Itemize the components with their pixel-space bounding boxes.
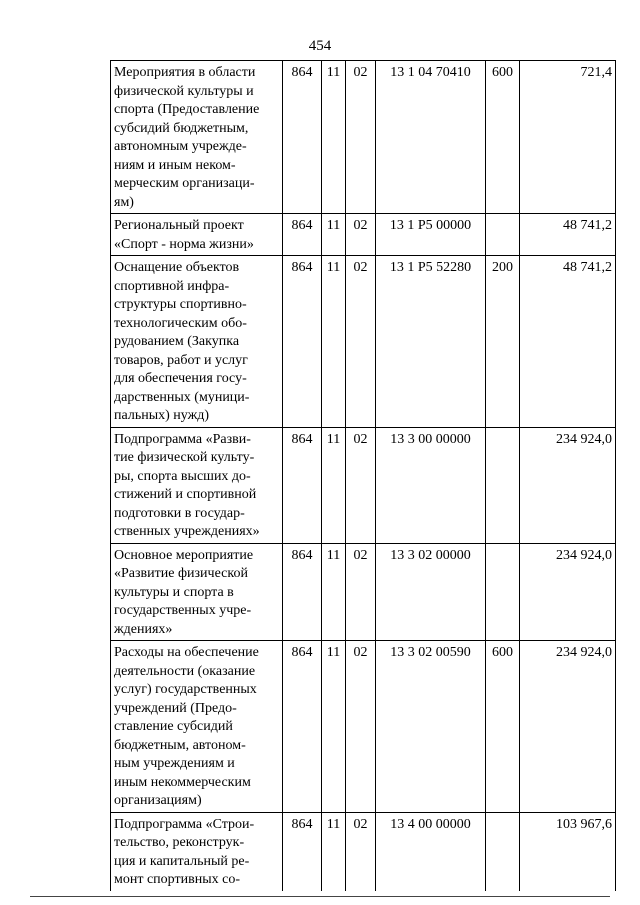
ministry-code: 864	[283, 214, 322, 256]
row-name: Мероприятия в области физической культуры и спорта (Предоставление субсидий бюджетным, автономным учрежде- ниям и иным неком- мерческим организаци- ям)	[111, 61, 283, 214]
subsection-code: 02	[346, 256, 376, 428]
table-row	[111, 641, 616, 813]
row-name: Региональный проект «Спорт - норма жизни»	[111, 214, 283, 256]
table-row	[111, 543, 616, 641]
target-article-code: 13 4 00 00000	[376, 812, 486, 891]
subsection-code: 02	[346, 543, 376, 641]
target-article-code: 13 1 04 70410	[376, 61, 486, 214]
amount: 103 967,6	[520, 812, 616, 891]
subsection-code: 02	[346, 812, 376, 891]
target-article-code: 13 3 02 00590	[376, 641, 486, 813]
expense-type-code: 600	[486, 61, 520, 214]
section-code: 11	[322, 427, 346, 543]
row-name: Расходы на обеспечение деятельности (оказание услуг) государственных учреждений (Предо- ставление субсидий бюджетным, автоном- ным учреждениям и иным некоммерческим организациям)	[111, 641, 283, 813]
row-name: Подпрограмма «Строи- тельство, реконструк- ция и капитальный ре- монт спортивных со-	[111, 812, 283, 891]
section-code: 11	[322, 214, 346, 256]
target-article-code: 13 3 00 00000	[376, 427, 486, 543]
expense-type-code	[486, 812, 520, 891]
ministry-code: 864	[283, 61, 322, 214]
table-row	[111, 61, 616, 214]
amount: 234 924,0	[520, 543, 616, 641]
amount: 234 924,0	[520, 427, 616, 543]
section-code: 11	[322, 641, 346, 813]
ministry-code: 864	[283, 812, 322, 891]
section-code: 11	[322, 61, 346, 214]
table-row	[111, 812, 616, 891]
target-article-code: 13 3 02 00000	[376, 543, 486, 641]
expense-type-code	[486, 214, 520, 256]
table-row	[111, 427, 616, 543]
table-row	[111, 214, 616, 256]
footer-rule	[30, 896, 610, 897]
ministry-code: 864	[283, 256, 322, 428]
ministry-code: 864	[283, 543, 322, 641]
ministry-code: 864	[283, 427, 322, 543]
table-row	[111, 256, 616, 428]
subsection-code: 02	[346, 427, 376, 543]
expense-type-code: 200	[486, 256, 520, 428]
expense-type-code	[486, 427, 520, 543]
amount: 48 741,2	[520, 256, 616, 428]
subsection-code: 02	[346, 214, 376, 256]
budget-table	[110, 60, 616, 891]
target-article-code: 13 1 P5 00000	[376, 214, 486, 256]
amount: 234 924,0	[520, 641, 616, 813]
section-code: 11	[322, 812, 346, 891]
amount: 721,4	[520, 61, 616, 214]
row-name: Подпрограмма «Разви- тие физической культу- ры, спорта высших до- стижений и спортивной подготовки в государ- ственных учреждениях»	[111, 427, 283, 543]
target-article-code: 13 1 P5 52280	[376, 256, 486, 428]
subsection-code: 02	[346, 641, 376, 813]
subsection-code: 02	[346, 61, 376, 214]
expense-type-code	[486, 543, 520, 641]
section-code: 11	[322, 543, 346, 641]
row-name: Основное мероприятие «Развитие физической культуры и спорта в государственных учре- ждениях»	[111, 543, 283, 641]
page-number: 454	[308, 38, 332, 54]
ministry-code: 864	[283, 641, 322, 813]
section-code: 11	[322, 256, 346, 428]
amount: 48 741,2	[520, 214, 616, 256]
expense-type-code: 600	[486, 641, 520, 813]
row-name: Оснащение объектов спортивной инфра- структуры спортивно- технологическим обо- рудованием (Закупка товаров, работ и услуг для обеспечения госу- дарственных (муници- пальных) нужд)	[111, 256, 283, 428]
